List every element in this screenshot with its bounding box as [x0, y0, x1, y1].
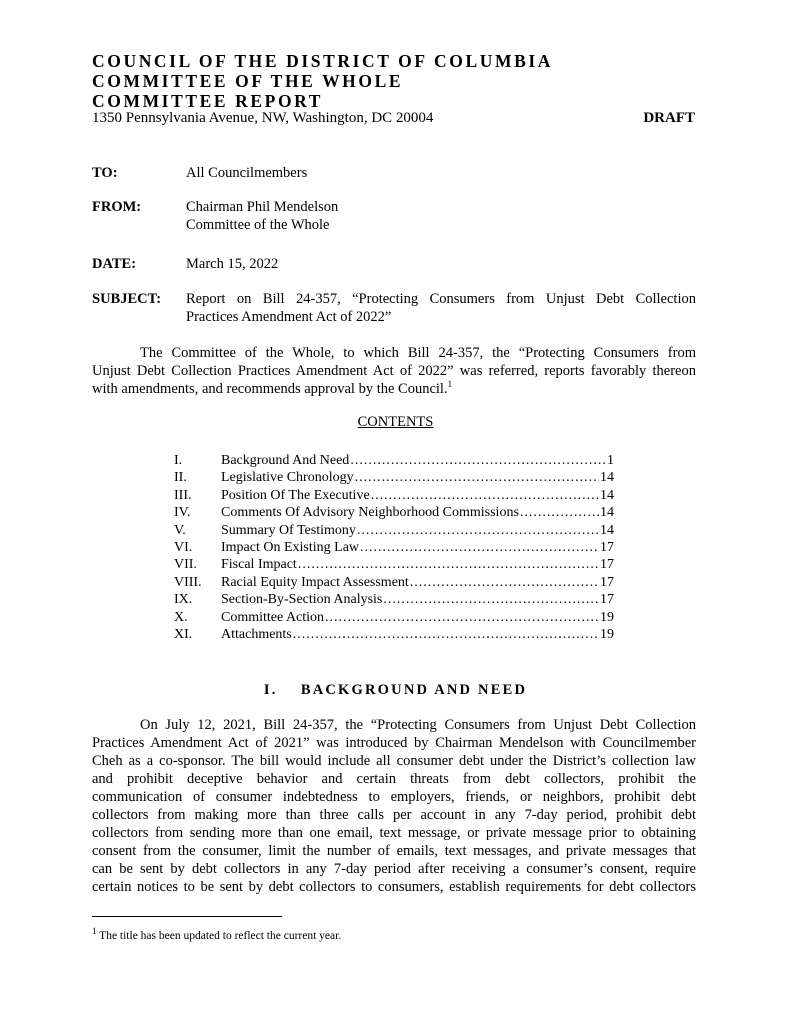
section-heading-background: I. BACKGROUND AND NEED [263, 682, 528, 698]
intro-line: Unjust Debt Collection Practices Amendment Act of 2022” was referred, reports favorably thereon [92, 363, 696, 379]
memo-subject-value [186, 290, 696, 326]
background-line: certain notices to be sent by debt collectors to consumers, establish requirements for debt collectors [92, 879, 696, 895]
toc-row[interactable] [174, 504, 614, 521]
toc-title: Attachments [221, 626, 292, 642]
toc-entry [221, 609, 614, 626]
toc-number: VI. [174, 539, 193, 555]
toc-entry [221, 574, 614, 591]
draft-status-label: DRAFT [643, 110, 695, 126]
toc-page-number: 17 [600, 557, 614, 573]
toc-row[interactable] [174, 487, 614, 504]
toc-number: VII. [174, 557, 197, 573]
toc-leader-dots [383, 591, 599, 608]
memo-to-value: All Councilmembers [186, 165, 308, 181]
toc-page-number: 14 [600, 487, 614, 503]
toc-number: VIII. [174, 574, 202, 590]
memo-date-value: March 15, 2022 [186, 256, 279, 272]
toc-entry [221, 626, 614, 643]
toc-leader-dots [325, 609, 599, 626]
toc-page-number: 14 [600, 505, 614, 521]
toc-page-number: 19 [600, 626, 614, 642]
toc-row[interactable] [174, 452, 614, 469]
footnote-text: The title has been updated to reflect the current year. [96, 930, 342, 942]
toc-row[interactable] [174, 574, 614, 591]
toc-number: X. [174, 609, 188, 625]
background-line: and prohibit deceptive behavior and certain threats from debt collectors, prohibit the [92, 771, 696, 787]
toc-row[interactable] [174, 609, 614, 626]
toc-number: I. [174, 453, 183, 468]
intro-paragraph [92, 344, 696, 398]
toc-entry [221, 591, 614, 608]
toc-leader-dots [360, 539, 599, 556]
toc-leader-dots [410, 574, 599, 591]
toc-title: Committee Action [221, 609, 325, 625]
memo-from-committee: Committee of the Whole [186, 217, 330, 233]
background-paragraph [92, 716, 696, 896]
toc-title: Legislative Chronology [221, 470, 354, 486]
toc-number: V. [174, 522, 186, 538]
toc-page-number: 17 [600, 592, 614, 608]
footnote-reference[interactable]: 1 [447, 379, 453, 390]
toc-entry [221, 469, 614, 486]
toc-number: IX. [174, 592, 193, 608]
toc-title: Racial Equity Impact Assessment [221, 574, 409, 590]
intro-line: The Committee of the Whole, to which Bill 24-357, the “Protecting Consumers from [140, 345, 696, 361]
toc-entry [221, 539, 614, 556]
background-line: collectors from sending more than one email, text message, or private message prior to obtaining [92, 825, 696, 841]
toc-title: Background And Need [221, 453, 350, 468]
toc-title: Position Of The Executive [221, 487, 370, 503]
toc-page-number: 1 [607, 453, 614, 468]
toc-title: Summary Of Testimony [221, 522, 356, 538]
background-line: consent from the consumer, limit the number of emails, text messages, and private messages that [92, 843, 696, 859]
contents-title: CONTENTS [357, 414, 434, 430]
toc-leader-dots [520, 504, 599, 521]
background-line: Cheh as a co-sponsor. The bill would include all consumer debt under the District’s collection law [92, 753, 696, 769]
intro-line-last [92, 380, 696, 398]
header-council-name: COUNCIL OF THE DISTRICT OF COLUMBIA [92, 51, 553, 71]
background-line: collectors from making more than three calls per account in any 7-day period, prohibit debt [92, 807, 696, 823]
footnote-divider [92, 916, 282, 917]
memo-to-label: TO: [92, 165, 118, 181]
subject-line: Report on Bill 24-357, “Protecting Consumers from Unjust Debt Collection [186, 291, 696, 307]
toc-leader-dots [357, 522, 599, 539]
toc-entry [221, 487, 614, 504]
toc-leader-dots [350, 452, 606, 469]
toc-entry [221, 504, 614, 521]
toc-title: Fiscal Impact [221, 557, 297, 573]
toc-page-number: 14 [600, 470, 614, 486]
background-line: On July 12, 2021, Bill 24-357, the “Protecting Consumers from Unjust Debt Collection [140, 717, 696, 733]
toc-number: III. [174, 487, 192, 503]
memo-subject-label: SUBJECT: [92, 291, 162, 307]
header-committee-name: COMMITTEE OF THE WHOLE [92, 71, 404, 91]
toc-number: IV. [174, 505, 191, 521]
toc-entry [221, 452, 614, 469]
toc-title: Comments Of Advisory Neighborhood Commissions [221, 505, 519, 521]
toc-page-number: 14 [600, 522, 614, 538]
toc-leader-dots [355, 469, 599, 486]
toc-page-number: 17 [600, 539, 614, 555]
memo-date-label: DATE: [92, 256, 137, 272]
footnote-marker: 1 [92, 926, 97, 937]
toc-row[interactable] [174, 556, 614, 573]
memo-from-label: FROM: [92, 199, 142, 215]
background-line: communication of consumer indebtedness to employers, friends, or neighbors, prohibit debt [92, 789, 696, 805]
background-line: Practices Amendment Act of 2021” was introduced by Chairman Mendelson with Councilmember [92, 735, 696, 751]
toc-entry [221, 522, 614, 539]
table-of-contents [174, 452, 614, 643]
toc-row[interactable] [174, 469, 614, 486]
toc-title: Section-By-Section Analysis [221, 592, 383, 608]
header-address: 1350 Pennsylvania Avenue, NW, Washington, DC 20004 [92, 110, 434, 126]
toc-page-number: 17 [600, 574, 614, 590]
toc-leader-dots [371, 487, 599, 504]
toc-entry [221, 556, 614, 573]
subject-line: Practices Amendment Act of 2022” [186, 309, 392, 325]
toc-number: II. [174, 470, 187, 486]
toc-row[interactable] [174, 539, 614, 556]
background-line: can be sent by debt collectors in any 7-day period after receiving a consumer’s consent, require [92, 861, 696, 877]
toc-row[interactable] [174, 522, 614, 539]
toc-number: XI. [174, 626, 193, 642]
footnote [92, 926, 342, 943]
memo-from-name: Chairman Phil Mendelson [186, 199, 339, 215]
header-report-type: COMMITTEE REPORT [92, 91, 324, 111]
toc-leader-dots [293, 626, 599, 643]
toc-leader-dots [298, 556, 599, 573]
toc-title: Impact On Existing Law [221, 539, 360, 555]
toc-row[interactable] [174, 626, 614, 643]
intro-line: with amendments, and recommends approval by the Council. [92, 381, 448, 397]
toc-page-number: 19 [600, 609, 614, 625]
toc-row[interactable] [174, 591, 614, 608]
